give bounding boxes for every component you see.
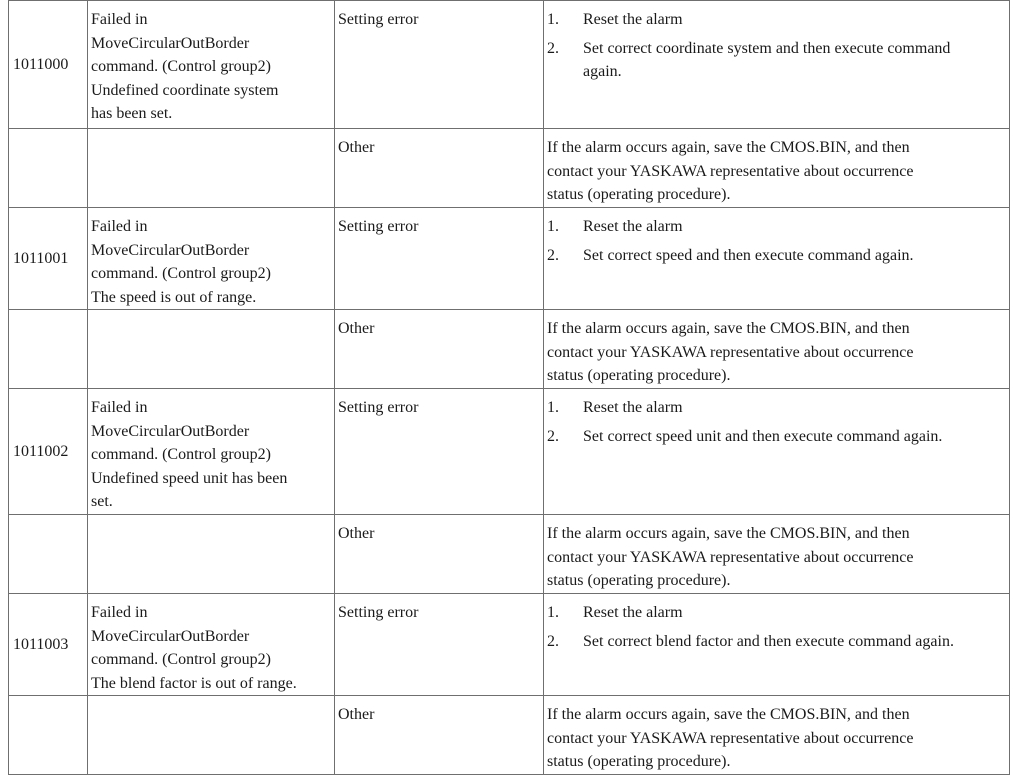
remedy-steps [544, 1, 1010, 129]
remedy-line: contact your YASKAWA representative about occurrence [547, 162, 914, 180]
step-number: 1. [547, 399, 559, 416]
alarm-message [88, 594, 335, 696]
empty-message-cell [88, 515, 335, 594]
remedy-line: If the alarm occurs again, save the CMOS.BIN, and then [547, 320, 910, 337]
step-text: Reset the alarm [583, 11, 683, 28]
remedy-step [547, 37, 1003, 84]
cause-cell: Other [335, 310, 544, 389]
alarm-row-setting [9, 594, 1010, 696]
cause-cell: Setting error [335, 208, 544, 310]
remedy-step [547, 630, 1003, 654]
empty-code-cell [9, 696, 88, 775]
alarm-row-other [9, 515, 1010, 594]
alarm-row-other [9, 696, 1010, 775]
message-line: MoveCircularOutBorder [91, 422, 250, 440]
remedy-step [547, 396, 1003, 420]
remedy-line: status (operating procedure). [547, 186, 731, 203]
step-text: Set correct coordinate system and then execute command [583, 39, 951, 57]
step-number: 2. [547, 39, 559, 57]
step-text: Set correct speed and then execute command again. [583, 246, 914, 264]
remedy-line: contact your YASKAWA representative about occurrence [547, 548, 914, 566]
remedy-text [544, 310, 1010, 389]
alarm-row-other [9, 310, 1010, 389]
remedy-steps [544, 389, 1010, 515]
alarm-row-setting [9, 1, 1010, 129]
message-line: has been set. [91, 105, 173, 122]
message-line: The speed is out of range. [91, 288, 257, 306]
step-number: 1. [547, 11, 559, 28]
alarm-message [88, 389, 335, 515]
message-line: MoveCircularOutBorder [91, 241, 250, 259]
step-text: again. [583, 63, 622, 80]
remedy-line: status (operating procedure). [547, 572, 731, 589]
remedy-line: contact your YASKAWA representative about occurrence [547, 343, 914, 361]
empty-message-cell [88, 696, 335, 775]
alarm-row-setting [9, 208, 1010, 310]
remedy-text [544, 515, 1010, 594]
step-text: Reset the alarm [583, 604, 683, 621]
remedy-step [547, 601, 1003, 625]
remedy-line: If the alarm occurs again, save the CMOS.BIN, and then [547, 706, 910, 723]
cause-cell: Setting error [335, 1, 544, 129]
step-number: 2. [547, 632, 559, 650]
message-line: Failed in [91, 399, 148, 416]
alarm-message [88, 208, 335, 310]
alarm-table [8, 0, 1010, 775]
cause-cell: Setting error [335, 389, 544, 515]
message-line: Undefined coordinate system [91, 81, 279, 99]
empty-code-cell [9, 310, 88, 389]
remedy-step [547, 215, 1003, 239]
cause-cell: Other [335, 696, 544, 775]
alarm-code: 1011003 [9, 594, 88, 696]
step-number: 2. [547, 427, 559, 445]
remedy-step [547, 244, 1003, 268]
message-line: command. (Control group2) [91, 651, 271, 668]
alarm-code: 1011000 [9, 1, 88, 129]
cause-cell: Other [335, 515, 544, 594]
cause-cell: Setting error [335, 594, 544, 696]
message-line: MoveCircularOutBorder [91, 627, 250, 645]
message-line: Failed in [91, 11, 148, 28]
message-line: command. (Control group2) [91, 265, 271, 282]
empty-message-cell [88, 129, 335, 208]
message-line: set. [91, 493, 113, 510]
step-number: 1. [547, 604, 559, 621]
remedy-step [547, 8, 1003, 32]
step-text: Set correct blend factor and then execute command again. [583, 632, 954, 650]
message-line: MoveCircularOutBorder [91, 34, 250, 52]
message-line: Failed in [91, 604, 148, 621]
message-line: command. (Control group2) [91, 446, 271, 463]
step-number: 1. [547, 218, 559, 235]
step-text: Reset the alarm [583, 218, 683, 235]
step-text: Set correct speed unit and then execute command again. [583, 427, 943, 445]
remedy-line: status (operating procedure). [547, 367, 731, 384]
message-line: Undefined speed unit has been [91, 469, 288, 487]
remedy-step [547, 425, 1003, 449]
alarm-code: 1011002 [9, 389, 88, 515]
remedy-text [544, 696, 1010, 775]
message-line: Failed in [91, 218, 148, 235]
alarm-row-setting [9, 389, 1010, 515]
remedy-steps [544, 594, 1010, 696]
remedy-text [544, 129, 1010, 208]
remedy-line: If the alarm occurs again, save the CMOS.BIN, and then [547, 139, 910, 156]
remedy-line: contact your YASKAWA representative about occurrence [547, 729, 914, 747]
step-text: Reset the alarm [583, 399, 683, 416]
cause-cell: Other [335, 129, 544, 208]
message-line: The blend factor is out of range. [91, 674, 297, 692]
alarm-message [88, 1, 335, 129]
remedy-line: If the alarm occurs again, save the CMOS.BIN, and then [547, 525, 910, 542]
alarm-code: 1011001 [9, 208, 88, 310]
empty-code-cell [9, 515, 88, 594]
remedy-line: status (operating procedure). [547, 753, 731, 770]
remedy-steps [544, 208, 1010, 310]
message-line: command. (Control group2) [91, 58, 271, 75]
step-number: 2. [547, 246, 559, 264]
alarm-row-other [9, 129, 1010, 208]
empty-code-cell [9, 129, 88, 208]
empty-message-cell [88, 310, 335, 389]
